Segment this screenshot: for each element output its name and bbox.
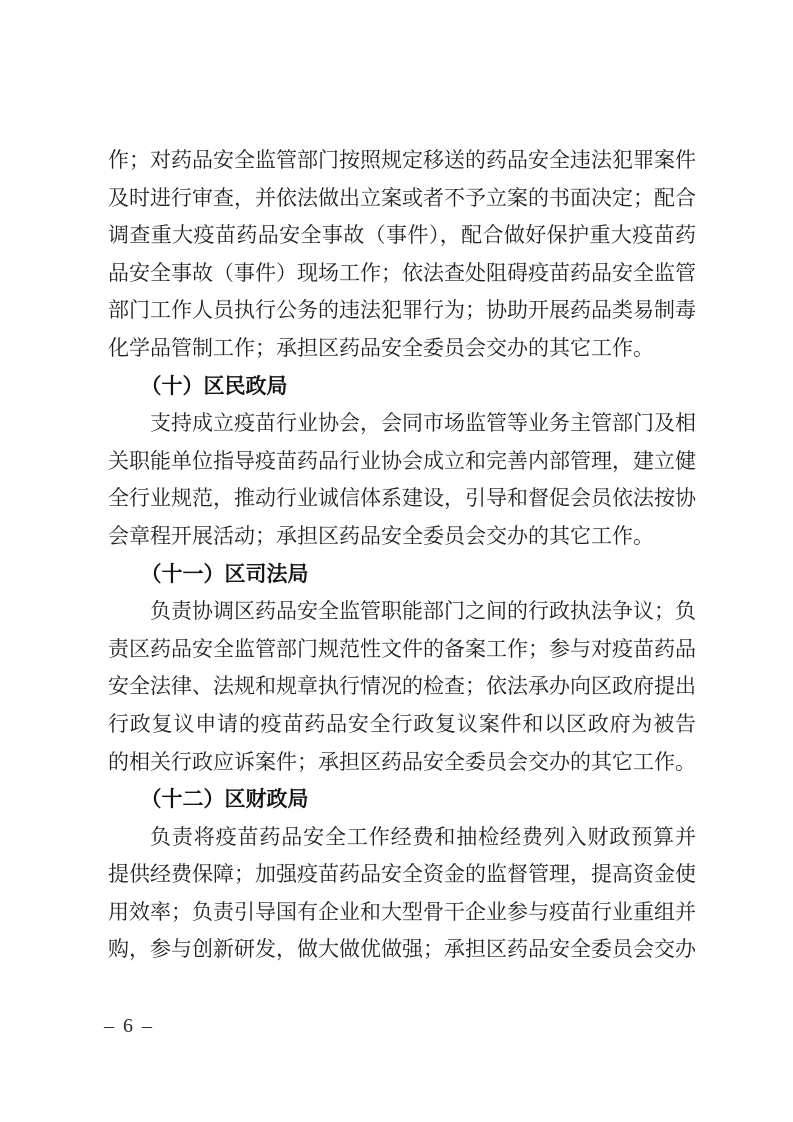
paragraph-finance bbox=[108, 819, 696, 969]
paragraph-justice bbox=[108, 593, 696, 781]
body-line: 作；对药品安全监管部门按照规定移送的药品安全违法犯罪案件 bbox=[108, 148, 696, 172]
body-line: 支持成立疫苗行业协会，会同市场监管等业务主管部门及相 bbox=[150, 411, 696, 436]
body-line: 责区药品安全监管部门规范性文件的备案工作；参与对疫苗药品 bbox=[108, 636, 696, 661]
document-body bbox=[108, 142, 696, 969]
section-heading-finance-bureau: （十二）区财政局 bbox=[140, 787, 309, 812]
page-number: – 6 – bbox=[104, 1015, 154, 1037]
body-line: 购，参与创新研发，做大做优做强；承担区药品安全委员会交办 bbox=[108, 937, 696, 962]
body-line: 行政复议申请的疫苗药品安全行政复议案件和以区政府为被告 bbox=[108, 711, 696, 736]
body-line: 品安全事故（事件）现场工作；依法查处阻碍疫苗药品安全监管 bbox=[108, 260, 696, 285]
body-line: 全行业规范，推动行业诚信体系建设，引导和督促会员依法按协 bbox=[108, 486, 696, 511]
body-line: 化学品管制工作；承担区药品安全委员会交办的其它工作。 bbox=[108, 335, 654, 360]
body-line: 部门工作人员执行公务的违法犯罪行为；协助开展药品类易制毒 bbox=[108, 298, 696, 323]
body-line: 会章程开展活动；承担区药品安全委员会交办的其它工作。 bbox=[108, 523, 654, 548]
body-line: 调查重大疫苗药品安全事故（事件），配合做好保护重大疫苗药 bbox=[108, 223, 696, 248]
body-line: 负责将疫苗药品安全工作经费和抽检经费列入财政预算并 bbox=[150, 824, 696, 849]
section-heading-civil-affairs-bureau: （十）区民政局 bbox=[140, 373, 288, 398]
paragraph-continuation bbox=[108, 142, 696, 368]
body-line: 负责协调区药品安全监管职能部门之间的行政执法争议；负 bbox=[150, 599, 696, 624]
section-heading-justice-bureau: （十一）区司法局 bbox=[140, 561, 309, 586]
paragraph-civil-affairs bbox=[108, 405, 696, 555]
body-line: 安全法律、法规和规章执行情况的检查；依法承办向区政府提出 bbox=[108, 674, 696, 699]
body-line: 的相关行政应诉案件；承担区药品安全委员会交办的其它工作。 bbox=[108, 749, 696, 774]
body-line: 及时进行审查，并依法做出立案或者不予立案的书面决定；配合 bbox=[108, 185, 696, 210]
body-line: 用效率；负责引导国有企业和大型骨干企业参与疫苗行业重组并 bbox=[108, 899, 696, 924]
body-line: 提供经费保障；加强疫苗药品安全资金的监督管理，提高资金使 bbox=[108, 862, 696, 887]
body-line: 关职能单位指导疫苗药品行业协会成立和完善内部管理，建立健 bbox=[108, 448, 696, 473]
